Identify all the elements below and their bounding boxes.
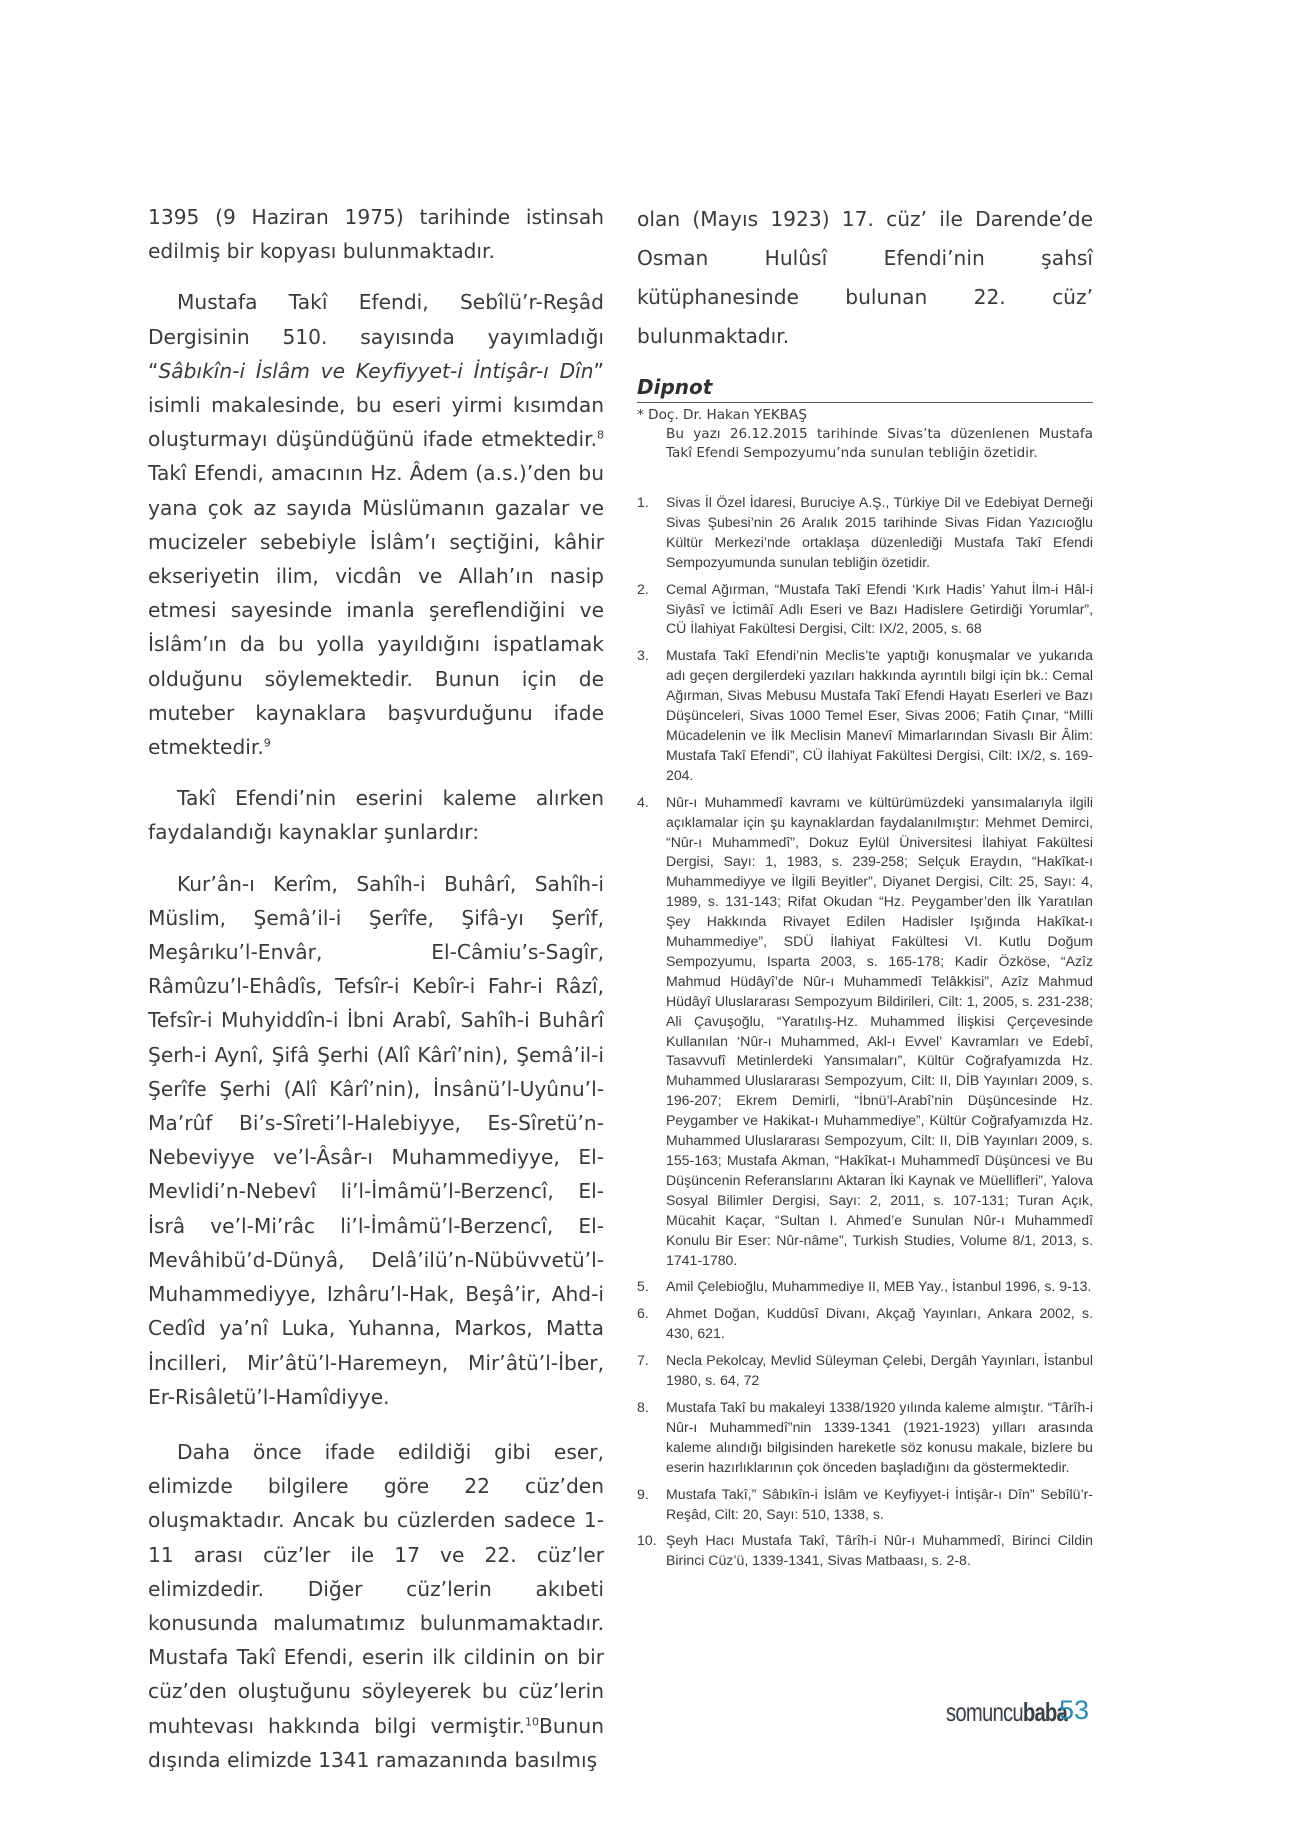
footnote-item — [637, 1351, 1093, 1391]
footnote-item — [637, 1398, 1093, 1478]
footnote-item — [637, 580, 1093, 640]
footnote-number: 10. — [637, 1532, 657, 1549]
footnote-item — [637, 793, 1093, 1271]
paragraph-text: Bunun dışında elimizde 1341 ramazanında basılmış — [148, 1713, 604, 1772]
footnote-number: 9. — [637, 1485, 649, 1502]
footnote-ref: 9 — [263, 736, 271, 750]
paragraph-text: ” isimli makalesinde, bu eseri yirmi kısımdan oluşturmayı düşündüğünü ifade etmektedir. — [148, 358, 604, 452]
footnote-text: Mustafa Takî,” Sâbıkîn-i İslâm ve Keyfiyyet-i İntişâr-ı Dîn” Sebîlü’r-Reşâd, Cilt: 20, Sayı: 510, 1338, s. — [666, 1485, 1093, 1522]
footnote-text: Ahmet Doğan, Kuddûsî Divanı, Akçağ Yayınları, Ankara 2002, s. 430, 621. — [666, 1305, 1093, 1342]
footnote-number: 5. — [637, 1278, 649, 1295]
footnote-text: Sivas İl Özel İdaresi, Buruciye A.Ş., Türkiye Dil ve Edebiyat Derneği Sivas Şubesi’nin 26 Aralık 2015 tarihinde Sivas Fidan Yazıcıoğlu Kültür Merkezi’nde ortaklaşa düzenlediği Mustafa Takî Efendi Sempozyumunda sunulan tebliğin özetidir. — [666, 494, 1093, 570]
footnotes-list — [637, 493, 1093, 1571]
author-note-text: Bu yazı 26.12.2015 tarihinde Sivas’ta düzenlenen Mustafa Takî Efendi Sempozyumu’nda sunulan tebliğin özetidir. — [666, 426, 1093, 461]
paragraph — [148, 1435, 604, 1777]
brand-logo-part: somuncu — [946, 1697, 1023, 1727]
footnote-ref: 8 — [597, 428, 604, 442]
article-title: Sâbıkîn-i İslâm ve Keyfiyyet-i İntişâr-ı Dîn — [158, 358, 594, 383]
footnote-item — [637, 1531, 1093, 1571]
left-column — [148, 200, 604, 1794]
footnote-item — [637, 1304, 1093, 1344]
paragraph — [148, 285, 604, 764]
footnote-number: 4. — [637, 793, 649, 810]
footnote-text: Amil Çelebioğlu, Muhammediye II, MEB Yay., İstanbul 1996, s. 9-13. — [666, 1278, 1092, 1295]
footnote-number: 6. — [637, 1305, 649, 1322]
footnote-text: Nûr-ı Muhammedî kavramı ve kültürümüzdeki yansımalarıyla ilgili açıklamalar için şu kaynaklardan faydalanılmıştır: Mehmet Demirci, “Nûr-ı Muhammedî”, Dokuz Eylül Üniversitesi İlahiyat Fakültesi Dergisi, Sayı: 1, 1983, s. 239-258; Selçuk Eraydın, “Hakîkat-ı Muhammediyye ve İlgili Beyitler”, Diyanet Dergisi, Cilt: 25, Sayı: 4, 1989, s. 131-143; Rifat Okudan “Hz. Peygamber’den İlk Yaratılan Şey Hakkında Rivayet Edilen Hadisler Işığında Hakîkat-ı Muhammediye”, SDÜ İlahiyat Fakültesi VI. Kutlu Doğum Sempozyumu, Isparta 2003, s. 165-178; Kadir Özköse, “Azîz Mahmud Hüdâyî’de Nûr-ı Muhammedî Telâkkisi”, Azîz Mahmud Hüdâyî Uluslararası Sempozyum Bildirileri, Cilt: 1, 2005, s. 231-238; Ali Çavuşoğlu, “Yaratılış-Hz. Muhammed İlişkisi Çerçevesinde Kullanılan ‘Nûr-ı Muhammed, Akl-ı Evvel’ Kavramları ve Edebî, Tasavvufî Metinlerdeki Yansımaları”, Kültür Coğrafyamızda Hz. Muhammed Uluslararası Sempozyum, Cilt: II, DİB Yayınları 2009, s. 196-207; Ekrem Demirli, “İbnü’l-Arabî’nin Düşüncesinde Hz. Peygamber ve Hakikat-ı Muhammediye”, Kültür Coğrafyamızda Hz. Muhammed Uluslararası Sempozyum, Cilt: II, DİB Yayınları 2009, s. 155-163; Mustafa Akman, “Hakîkat-ı Muhammedî Düşüncesi ve Bu Düşüncenin Referanslarını Aktaran İki Kaynak ve Müellifleri”, Yalova Sosyal Bilimler Dergisi, Sayı: 2, 2011, s. 107-131; Turan Açık, Mücahit Kaçar, “Sultan I. Ahmed’e Sunulan Nûr-ı Muhammedî Konulu Bir Eser: Nûr-nâme”, Turkish Studies, Volume 8/1, 2013, s. 1741-1780. — [666, 793, 1093, 1268]
footnote-item — [637, 493, 1093, 573]
paragraph: 1395 (9 Haziran 1975) tarihinde istinsah edilmiş bir kopyası bulunmaktadır. — [148, 205, 604, 264]
footnote-text: Mustafa Takî bu makaleyi 1338/1920 yılında kaleme almıştır. “Târîh-i Nûr-ı Muhammedî”nin 1339-1341 (1921-1923) yılları arasında kaleme alındığı bilgisinden hareketle söz konusu makale, bizlere bu eserin hazırlıklarının çok önceden başladığını da göstermektedir. — [666, 1398, 1093, 1475]
footnote-number: 8. — [637, 1398, 649, 1415]
footnote-item — [637, 646, 1093, 785]
footnote-number: 7. — [637, 1352, 649, 1369]
footnote-text: Mustafa Takî Efendi’nin Meclis’te yaptığı konuşmalar ve yukarıda adı geçen dergilerdeki yazıları hakkında ayrıntılı bilgi için bk.: Cemal Ağırman, Sivas Mebusu Mustafa Takî Efendi Hayatı Eserleri ve Bazı Düşünceleri, Sivas 1000 Temel Eser, Sivas 2006; Fatih Çınar, “Milli Mücadelenin ve İlk Meclisin Manevî Mimarlarından Sivaslı Bir Âlim: Mustafa Takî Efendi”, CÜ İlahiyat Fakültesi Dergisi, Cilt: IX/2, s. 169-204. — [666, 647, 1093, 783]
footnote-ref: 10 — [524, 1714, 539, 1728]
brand-logo — [946, 1697, 1067, 1728]
footnote-item — [637, 1277, 1093, 1297]
footnote-text: Cemal Ağırman, “Mustafa Takî Efendi ‘Kırk Hadis’ Yahut İlm-i Hâl-i Siyâsî ve İctimâî Adlı Eseri ve Bazı Hadislere Getirdiği Yorumlar”, CÜ İlahiyat Fakültesi Dergisi, Cilt: IX/2, 2005, s. 68 — [666, 580, 1093, 637]
paragraph: Takî Efendi’nin eserini kaleme alırken faydalandığı kaynaklar şunlardır: — [148, 786, 604, 845]
footnote-item — [637, 1485, 1093, 1525]
paragraph-text: Mustafa Takî Efendi, Sebîlü’r-Reşâd Dergisinin 510. sayısında yayımladığı “ — [148, 290, 604, 383]
right-column — [637, 200, 1093, 1578]
brand-logo-part: baba — [1022, 1697, 1068, 1727]
sources-list: Kur’ân-ı Kerîm, Sahîh-i Buhârî, Sahîh-i Müslim, Şemâ’il-i Şerîfe, Şifâ-yı Şerîf, Meşârıku’l-Envâr, El-Câmiu’s-Sagîr, Râmûzu’l-Ehâdîs, Tefsîr-i Kebîr-i Fahr-i Râzî, Tefsîr-i Muhyiddîn-i İbni Arabî, Sahîh-i Buhârî Şerh-i Aynî, Şifâ Şerhi (Alî Kârî’nin), Şemâ’il-i Şerîfe Şerhi (Alî Kârî’nin), İnsânü’l-Uyûnu’l-Ma’rûf Bi’s-Sîreti’l-Halebiyye, Es-Sîretü’n-Nebeviyye ve’l-Âsâr-ı Muhammediyye, El-Mevlidi’n-Nebevî li’l-İmâmü’l-Berzencî, El-İsrâ ve’l-Mi’râc li’l-İmâmü’l-Berzencî, El-Mevâhibü’d-Dünyâ, Delâ’ilü’n-Nübüvvetü’l-Muhammediyye, Izhâru’l-Hak, Beşâ’ir, Ahd-i Cedîd ya’nî Luka, Yuhanna, Markos, Matta İncilleri, Mir’âtü’l-Haremeyn, Mir’âtü’l-İber, Er-Risâletü’l-Hamîdiyye. — [148, 871, 604, 1409]
paragraph-text: Daha önce ifade edildiği gibi eser, elimizde bilgilere göre 22 cüz’den oluşmaktadır. Ancak bu cüzlerden sadece 1-11 arası cüz’ler ile 17 ve 22. cüz’ler elimizdedir. Diğer cüz’lerin akıbeti konusunda malumatımız bulunmamaktadır. Mustafa Takî Efendi, eserin ilk cildinin on bir cüz’den oluştuğunu söyleyerek bu cüz’lerin muhtevası hakkında bilgi vermiştir. — [148, 1439, 604, 1738]
author-name: * Doç. Dr. Hakan YEKBAŞ — [637, 407, 807, 423]
footnotes-heading: Dipnot — [637, 374, 1093, 403]
paragraph: olan (Mayıs 1923) 17. cüz’ ile Darende’de Osman Hulûsî Efendi’nin şahsî kütüphanesinde bulunan 22. cüz’ bulunmaktadır. — [637, 207, 1093, 348]
magazine-brand — [946, 1697, 1101, 1728]
footnote-text: Şeyh Hacı Mustafa Takî, Târîh-i Nûr-ı Muhammedî, Birinci Cildin Birinci Cüz’ü, 1339-1341, Sivas Matbaası, s. 2-8. — [666, 1532, 1093, 1569]
page-number: 53 — [1059, 1695, 1090, 1725]
paragraph-text: Takî Efendi, amacının Hz. Âdem (a.s.)’den bu yana çok az sayıda Müslümanın gazalar ve mucizeler sebebiyle İslâm’ı seçtiğini, kâhir ekseriyetin ilim, vicdân ve Allah’ın nasip etmesi sayesinde imanla şereflendiğini ve İslâm’ın da bu yolla yayıldığını ispatlamak olduğunu söylemektedir. Bunun için de muteber kaynaklara başvurduğunu ifade etmektedir. — [148, 461, 604, 760]
footnote-number: 2. — [637, 580, 649, 597]
author-note — [637, 406, 1093, 463]
footnote-number: 3. — [637, 647, 649, 664]
footnote-number: 1. — [637, 494, 649, 510]
footnote-text: Necla Pekolcay, Mevlid Süleyman Çelebi, Dergâh Yayınları, İstanbul 1980, s. 64, 72 — [666, 1352, 1093, 1389]
